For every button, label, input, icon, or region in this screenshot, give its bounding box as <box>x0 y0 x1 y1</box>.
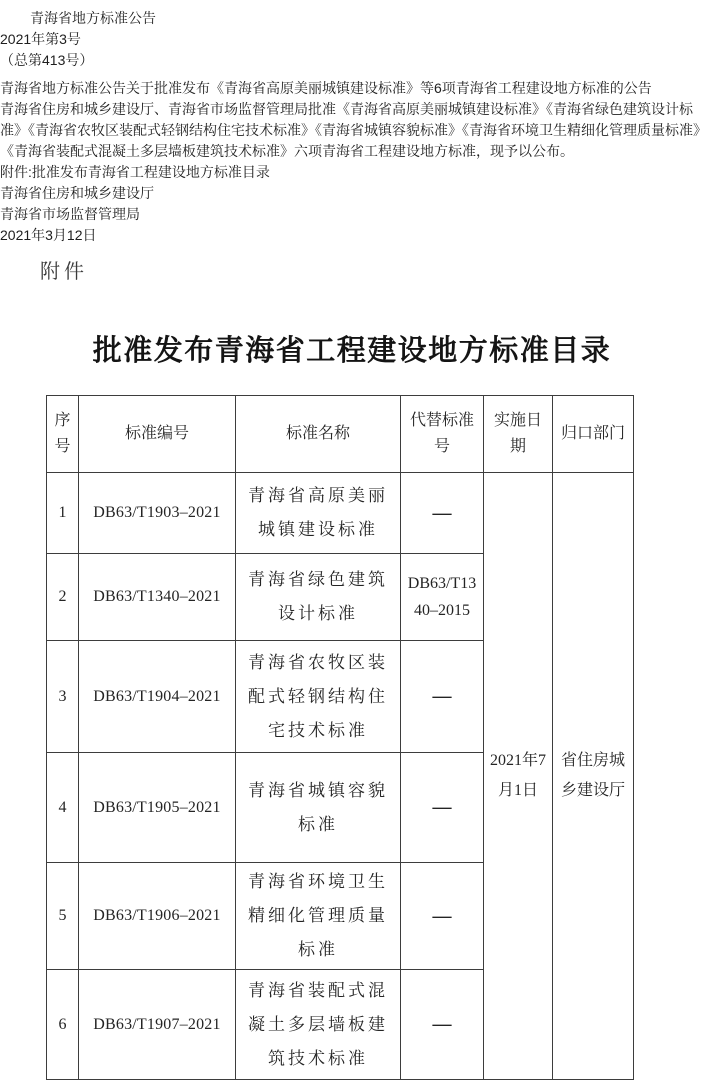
announcement-date: 2021年3月12日 <box>0 227 97 243</box>
announcement-preamble <box>0 0 704 246</box>
table-row <box>47 473 634 554</box>
col-header-standard-name: 标准名称 <box>236 396 401 473</box>
row-replaced-code: — <box>401 641 484 753</box>
row-seq-no: 1 <box>47 473 79 554</box>
col-header-seq-no: 序号 <box>47 396 79 473</box>
issue-number: 2021年第3号 <box>0 31 81 47</box>
attachment-label: 附件 <box>40 261 88 283</box>
issuer-housing-dept: 青海省住房和城乡建设厅 <box>0 185 154 201</box>
catalog-title: 批准发布青海省工程建设地方标准目录 <box>92 335 612 367</box>
row-standard-code: DB63/T1904–2021 <box>79 641 236 753</box>
row-seq-no: 2 <box>47 554 79 641</box>
row-seq-no: 4 <box>47 753 79 863</box>
row-standard-code: DB63/T1340–2021 <box>79 554 236 641</box>
row-replaced-code: — <box>401 863 484 970</box>
issuer-market-bureau: 青海省市场监督管理局 <box>0 206 140 222</box>
row-seq-no: 3 <box>47 641 79 753</box>
merged-department: 省住房城乡建设厅 <box>553 473 634 1080</box>
row-replaced-code: DB63/T1340–2015 <box>401 554 484 641</box>
merged-implementation-date: 2021年7月1日 <box>484 473 553 1080</box>
col-header-standard-code: 标准编号 <box>79 396 236 473</box>
row-standard-code: DB63/T1905–2021 <box>79 753 236 863</box>
total-number: （总第413号） <box>0 52 94 68</box>
row-standard-name: 青海省环境卫生精细化管理质量标准 <box>236 863 401 970</box>
row-standard-code: DB63/T1907–2021 <box>79 970 236 1080</box>
row-replaced-code: — <box>401 473 484 554</box>
row-seq-no: 6 <box>47 970 79 1080</box>
row-standard-name: 青海省装配式混凝土多层墙板建筑技术标准 <box>236 970 401 1080</box>
row-standard-code: DB63/T1903–2021 <box>79 473 236 554</box>
table-header-row <box>47 396 634 473</box>
row-standard-name: 青海省农牧区装配式轻钢结构住宅技术标准 <box>236 641 401 753</box>
row-standard-code: DB63/T1906–2021 <box>79 863 236 970</box>
row-standard-name: 青海省高原美丽城镇建设标准 <box>236 473 401 554</box>
standards-catalog-table <box>46 395 634 1080</box>
attachment-note: 附件:批准发布青海省工程建设地方标准目录 <box>0 164 270 180</box>
col-header-implementation-date: 实施日期 <box>484 396 553 473</box>
row-standard-name: 青海省绿色建筑设计标准 <box>236 554 401 641</box>
row-standard-name: 青海省城镇容貌标准 <box>236 753 401 863</box>
row-seq-no: 5 <box>47 863 79 970</box>
col-header-replaced-code: 代替标准号 <box>401 396 484 473</box>
col-header-department: 归口部门 <box>553 396 634 473</box>
row-replaced-code: — <box>401 753 484 863</box>
announcement-subject: 青海省地方标准公告关于批准发布《青海省高原美丽城镇建设标准》等6项青海省工程建设地方标准的公告 <box>0 80 652 96</box>
announcement-body: 青海省住房和城乡建设厅、青海省市场监督管理局批准《青海省高原美丽城镇建设标准》《青海省绿色建筑设计标准》《青海省农牧区装配式轻钢结构住宅技术标准》《青海省城镇容貌标准》《青海省环境卫生精细化管理质量标准》《青海省装配式混凝土多层墙板建筑技术标准》六项青海省工程建设地方标准，现予以公布。 <box>0 101 700 159</box>
announcement-title: 青海省地方标准公告 <box>30 10 156 26</box>
row-replaced-code: — <box>401 970 484 1080</box>
